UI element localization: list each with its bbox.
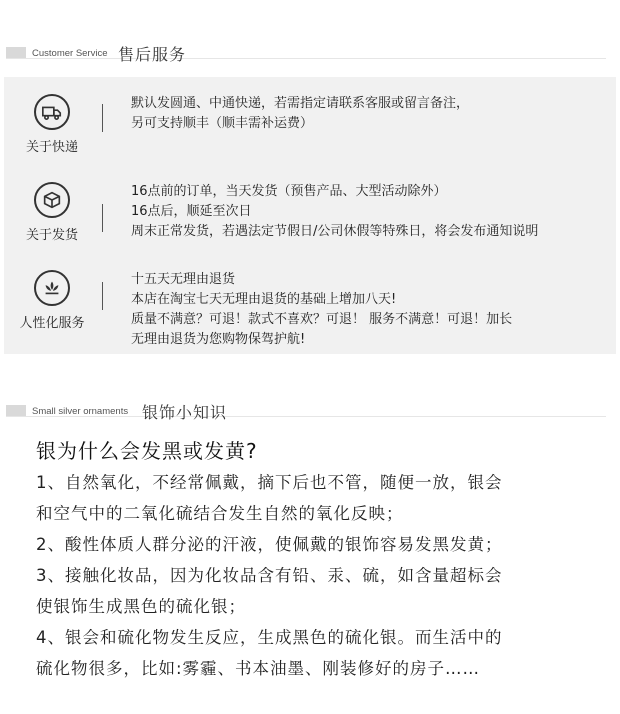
truck-icon bbox=[34, 94, 70, 130]
row-divider bbox=[102, 204, 103, 232]
service-label-express: 关于快递 bbox=[25, 140, 78, 155]
row-divider bbox=[102, 104, 103, 132]
service-label-shipping: 关于发货 bbox=[25, 228, 78, 243]
knowledge-line: 2、酸性体质人群分泌的汗液，使佩戴的银饰容易发黑发黄； bbox=[36, 535, 503, 554]
desc-line: 另可支持顺丰（顺丰需补运费） bbox=[131, 116, 314, 131]
desc-line: 默认发圆通、中通快递，若需指定请联系客服或留言备注， bbox=[131, 96, 470, 111]
silver-knowledge-header bbox=[6, 400, 606, 424]
desc-line: 十五天无理由退货 bbox=[131, 272, 236, 287]
customer-service-header bbox=[6, 42, 606, 66]
desc-line: 16点前的订单，当天发货（预售产品、大型活动除外） bbox=[131, 184, 447, 199]
desc-line: 无理由退货为您购物保驾护航! bbox=[131, 332, 306, 347]
service-icon-column bbox=[4, 270, 100, 331]
service-info-panel bbox=[4, 77, 616, 354]
service-description-shipping bbox=[131, 182, 538, 242]
silver-knowledge-title-cn: 银饰小知识 bbox=[142, 403, 228, 422]
service-icon-column bbox=[4, 182, 100, 243]
service-description-express bbox=[131, 94, 469, 134]
desc-line: 质量不满意？可退！款式不喜欢？可退！ 服务不满意！可退！加长 bbox=[131, 312, 513, 327]
silver-knowledge-content bbox=[36, 438, 596, 684]
customer-service-title-cn: 售后服务 bbox=[118, 45, 187, 64]
lotus-icon bbox=[34, 270, 70, 306]
service-icon-column bbox=[4, 94, 100, 155]
knowledge-line: 4、银会和硫化物发生反应，生成黑色的硫化银。而生活中的 bbox=[36, 628, 503, 647]
delivery-box-icon bbox=[34, 182, 70, 218]
desc-line: 本店在淘宝七天无理由退货的基础上增加八天! bbox=[131, 292, 397, 307]
desc-line: 16点后，顺延至次日 bbox=[131, 204, 252, 219]
knowledge-line: 1、自然氧化，不经常佩戴，摘下后也不管，随便一放，银会 bbox=[36, 473, 503, 492]
knowledge-line: 和空气中的二氧化硫结合发生自然的氧化反映； bbox=[36, 504, 404, 523]
knowledge-line: 硫化物很多，比如:雾霾、书本油墨、刚装修好的房子…… bbox=[36, 659, 481, 678]
knowledge-paragraphs bbox=[36, 467, 596, 684]
knowledge-line: 使银饰生成黑色的硫化银； bbox=[36, 597, 246, 616]
customer-service-title-en: Customer Service bbox=[32, 48, 108, 59]
knowledge-question: 银为什么会发黑或发黄? bbox=[36, 439, 258, 463]
service-description-humanized bbox=[131, 270, 512, 350]
service-label-humanized: 人性化服务 bbox=[19, 316, 85, 331]
row-divider bbox=[102, 282, 103, 310]
desc-line: 周末正常发货，若遇法定节假日/公司休假等特殊日，将会发布通知说明 bbox=[131, 224, 539, 239]
silver-knowledge-title-en: Small silver ornaments bbox=[32, 406, 129, 417]
knowledge-line: 3、接触化妆品，因为化妆品含有铅、汞、硫，如含量超标会 bbox=[36, 566, 503, 585]
